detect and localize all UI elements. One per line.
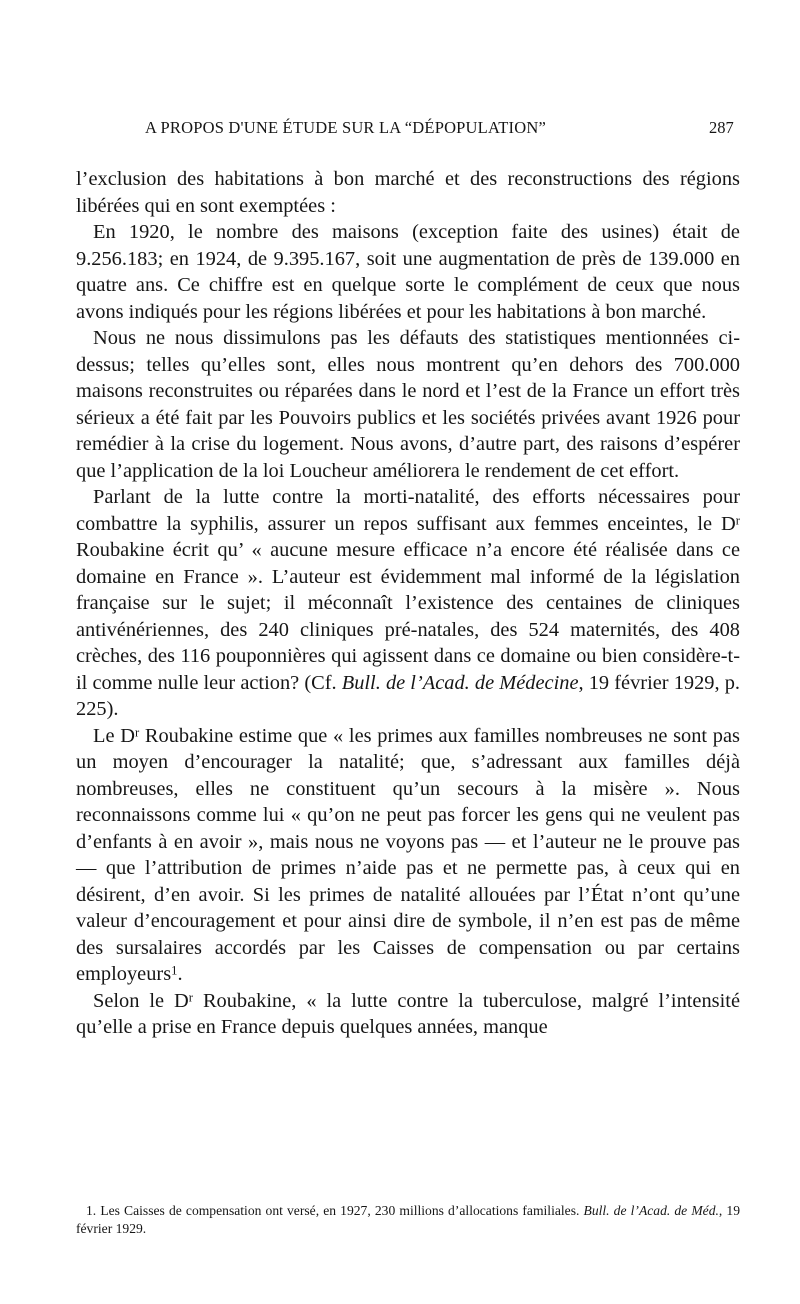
italic-citation: Bull. de l’Acad. de Médecine [341, 671, 579, 694]
paragraph [76, 723, 740, 988]
italic-citation: Bull. de l’Acad. de Méd. [583, 1202, 719, 1218]
text-run: 1. Les Caisses de compensation ont versé, en 1927, 230 millions d’allocations familiales. [86, 1202, 584, 1218]
paragraph [76, 484, 740, 723]
text-run: Nous ne nous dissimulons pas les défauts des statistiques mentionnées ci-dessus; telles qu’elles sont, elles nous montrent qu’en dehors des 700.000 maisons reconstruites ou réparées dans le nord et l’est de la France un effort très sérieux a été fait par les Pouvoirs publics et les sociétés privées avant 1926 pour remédier à la crise du logement. Nous avons, d’autre part, des raisons d’espérer que l’application de la loi Loucheur améliorera le rendement de cet effort. [76, 327, 740, 482]
text-run: Roubakine, « la lutte contre la tuberculose, malgré l’intensité qu’elle a prise en France depuis quelques années, manque [76, 989, 740, 1038]
running-title: A PROPOS D'UNE ÉTUDE SUR LA “DÉPOPULATION” [145, 118, 546, 137]
paragraph [76, 325, 740, 484]
superscript: 1 [171, 963, 178, 978]
text-run: Selon le D [93, 989, 189, 1012]
text-run: . [177, 963, 183, 985]
text-run: , 19 février 1929. [76, 1202, 741, 1237]
text-run: l’exclusion des habitations à bon marché et des reconstructions des régions libérées qui en sont exemptées : [76, 168, 740, 217]
text-run: Le D [93, 724, 135, 747]
text-run: En 1920, le nombre des maisons (exception faite des usines) était de 9.256.183; en 1924, de 9.395.167, soit une augmentation de près de 139.000 en quatre ans. Ce chiffre est en quelque sorte le complément de ceux que nous avons indiqués pour les régions libérées et pour les habitations à bon marché. [76, 221, 740, 323]
paragraph [76, 988, 740, 1041]
superscript: r [188, 989, 193, 1004]
page-header [0, 118, 800, 148]
paragraph [76, 166, 740, 219]
body-text [76, 166, 740, 1041]
paragraph [76, 219, 740, 325]
superscript: r [134, 724, 140, 739]
page-number: 287 [709, 118, 734, 137]
text-run: Roubakine écrit qu’ « aucune mesure efficace n’a encore été réalisée dans ce domaine en France ». L’auteur est évidemment mal informé de la législation française sur le sujet; il méconnaît l’existence des centaines de cliniques antivénériennes, des 240 cliniques pré-natales, des 524 maternités, des 408 crèches, des 116 pouponnières qui agissent dans ce domaine ou bien considère-t-il comme nulle leur action? (Cf. [76, 539, 740, 694]
footnote [76, 1202, 740, 1239]
text-run: Roubakine estime que « les primes aux familles nombreuses ne sont pas un moyen d’encourager la natalité; que, s’adressant aux familles déjà nombreuses, elles ne constituent qu’un secours à la misère ». Nous reconnaissons comme lui « qu’on ne peut pas forcer les gens qui ne veulent pas d’enfants à en avoir », mais nous ne voyons pas — et l’auteur ne le prouve pas — que l’attribution de primes n’aide pas et ne permette pas, à ceux qui en désirent, d’en avoir. Si les primes de natalité allouées par l’État n’ont qu’une valeur d’encouragement et pour ainsi dire de symbole, il n’en est pas de même des sursalaires accordés par les Caisses de compensation ou par certains employeurs [76, 724, 740, 985]
text-run: Parlant de la lutte contre la morti-natalité, des efforts nécessaires pour combattre la syphilis, assurer un repos suffisant aux femmes enceintes, le D [76, 486, 740, 535]
superscript: r [735, 512, 740, 527]
text-run: , 19 février 1929, p. 225). [76, 671, 740, 720]
